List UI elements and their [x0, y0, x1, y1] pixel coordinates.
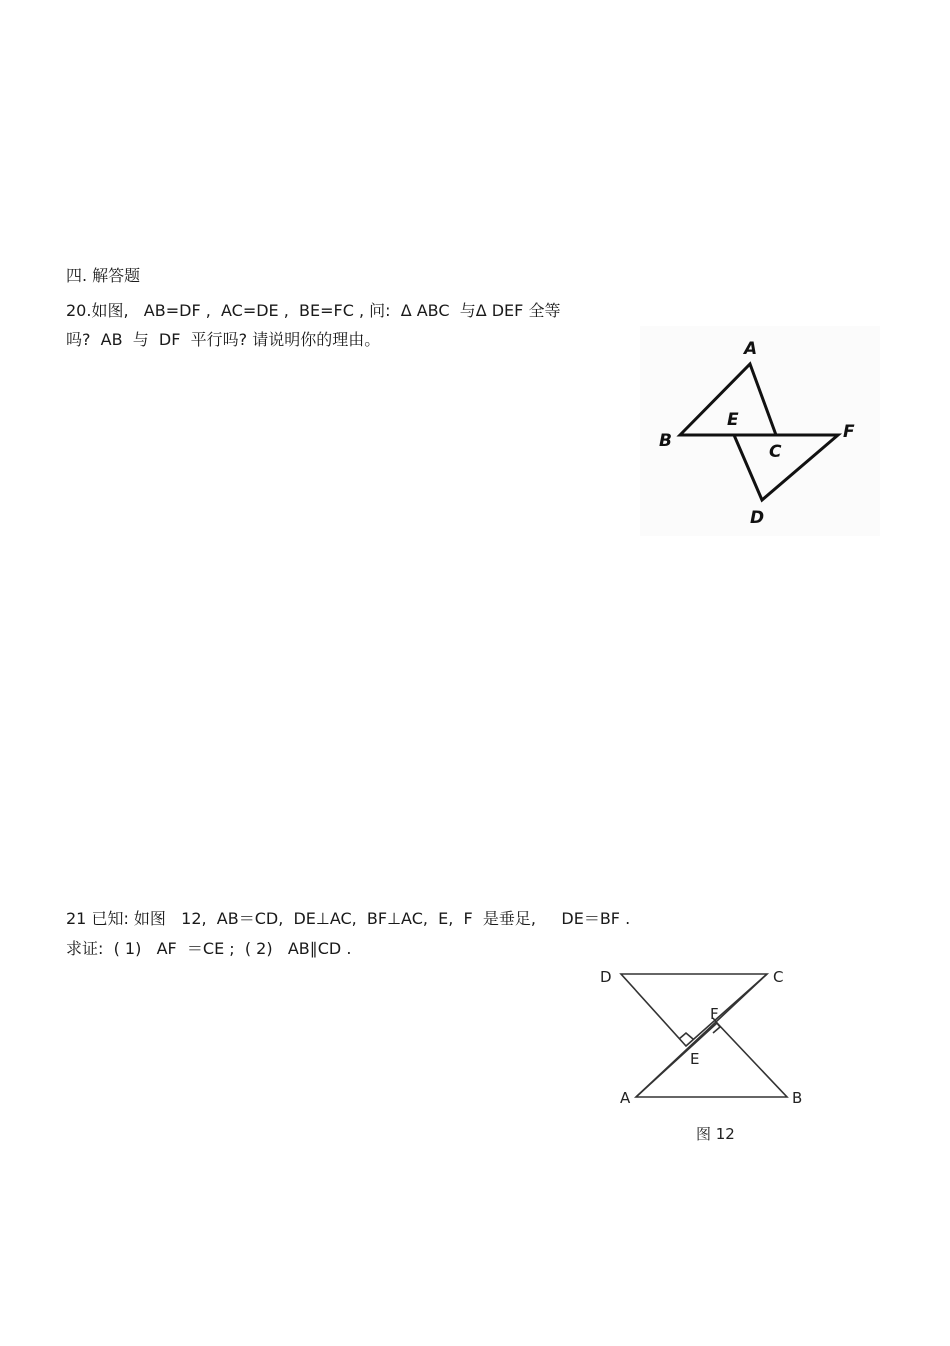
question-20-figure: [640, 326, 880, 536]
segment-ac: [636, 974, 767, 1097]
right-angle-mark-e: [679, 1033, 693, 1039]
section-heading: 四. 解答题: [66, 266, 141, 285]
label-d: D: [750, 508, 765, 528]
question-21-figure: [590, 960, 820, 1150]
question-20-text-line-2: 吗? AB 与 DF 平行吗? 请说明你的理由。: [66, 330, 381, 349]
label-a: A: [744, 339, 758, 359]
triangle-dce: [621, 974, 767, 1046]
question-21-text-line-2: 求证: ( 1) AF ＝CE ; ( 2) AB∥CD .: [66, 939, 352, 958]
label-b: B: [659, 431, 672, 451]
label-b: B: [792, 1089, 803, 1107]
triangle-abf: [636, 1023, 787, 1097]
question-20-text-line-1: 20.如图, AB=DF , AC=DE , BE=FC , 问: Δ ABC 与Δ DEF 全等: [66, 301, 561, 320]
label-a: A: [620, 1089, 631, 1107]
question-21-text-line-1: 21 已知: 如图 12, AB＝CD, DE⊥AC, BF⊥AC, E, F 是垂足, DE＝BF .: [66, 909, 631, 928]
label-f: F: [710, 1005, 719, 1023]
label-c: C: [773, 968, 784, 986]
figure-caption: 图 12: [696, 1125, 735, 1143]
label-d: D: [600, 968, 612, 986]
label-f: F: [843, 422, 855, 442]
label-c: C: [769, 442, 782, 462]
label-e: E: [690, 1050, 700, 1068]
label-e: E: [727, 410, 739, 430]
